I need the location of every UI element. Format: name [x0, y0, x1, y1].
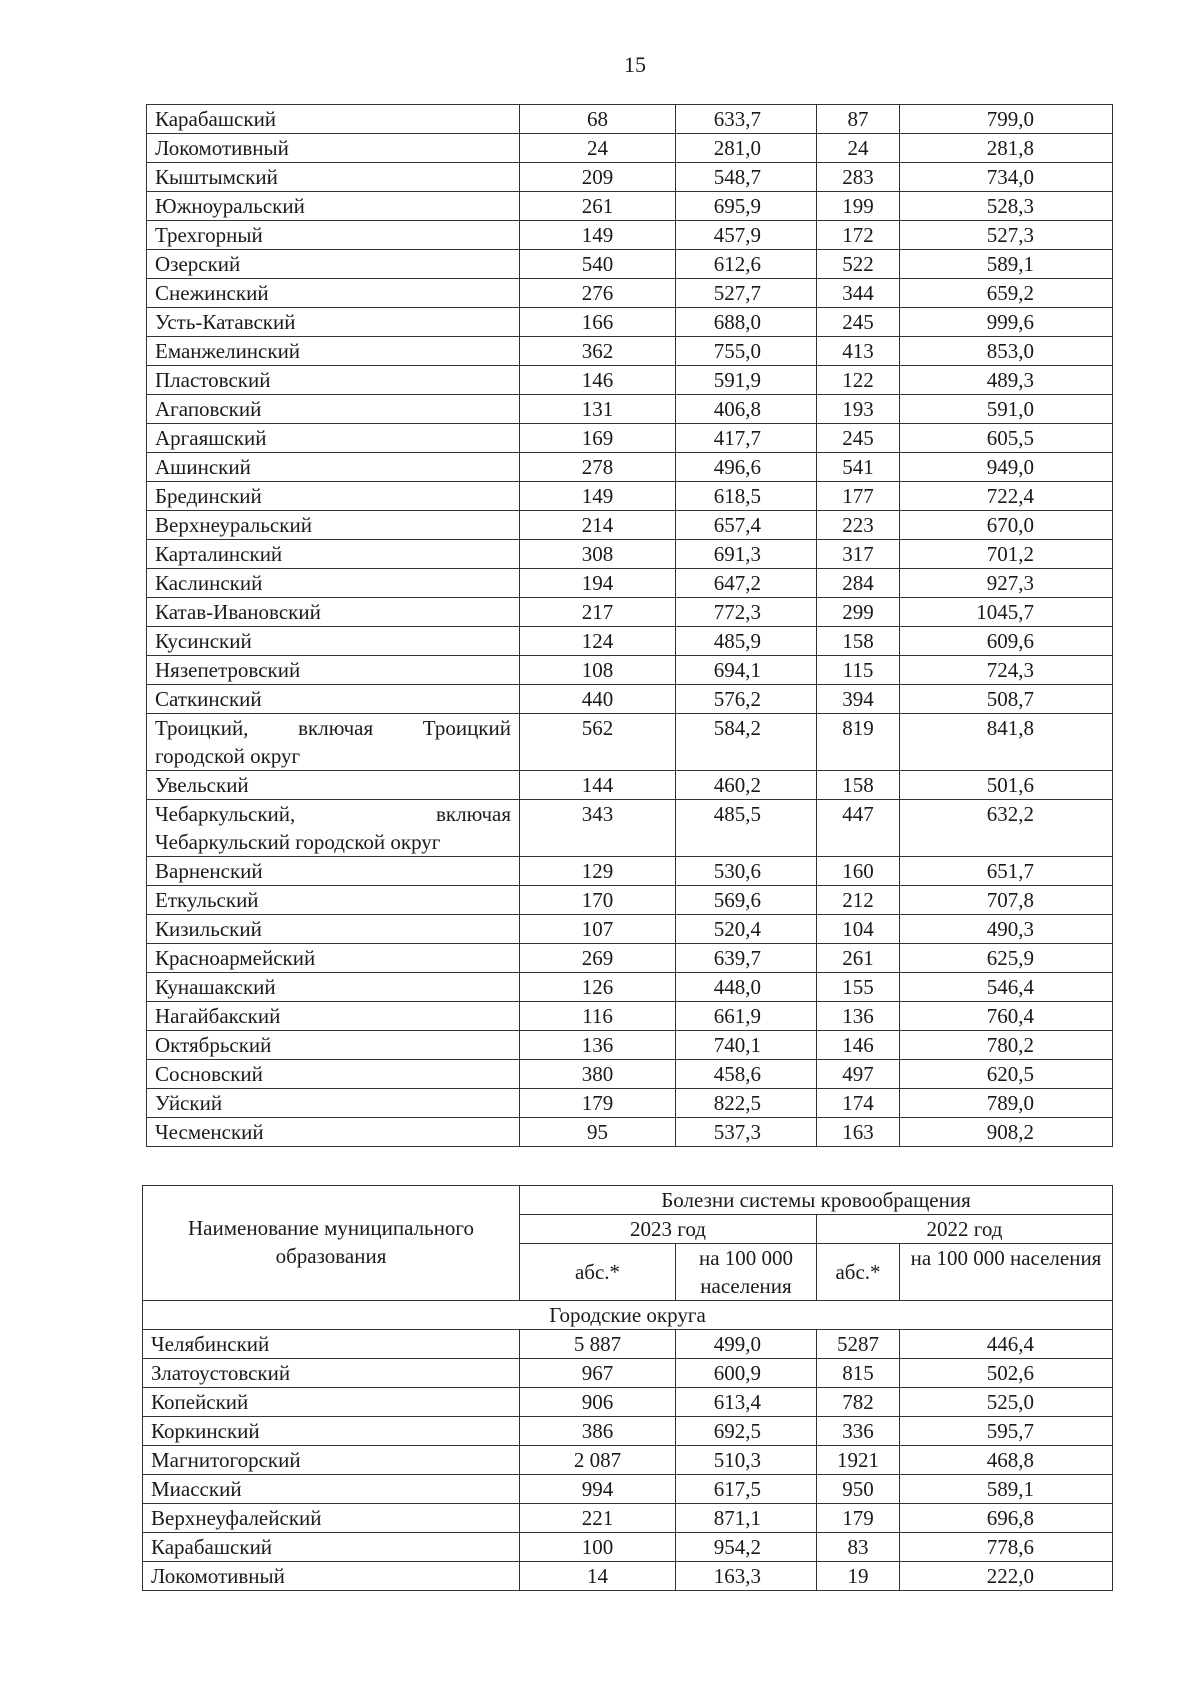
per100k-2023-cell: 485,5 [676, 800, 817, 857]
table-row [147, 192, 1113, 221]
table-row [147, 279, 1113, 308]
table-row [143, 1475, 1113, 1504]
abs-2022-cell: 283 [817, 163, 900, 192]
mortality-table-continued [146, 104, 1113, 1147]
municipality-cell: Каслинский [147, 569, 520, 598]
header-disease-group: Болезни системы кровообращения [520, 1186, 1113, 1215]
abs-2023-cell: 308 [520, 540, 676, 569]
per100k-2022-cell: 696,8 [900, 1504, 1113, 1533]
per100k-2022-cell: 490,3 [900, 915, 1113, 944]
per100k-2023-cell: 460,2 [676, 771, 817, 800]
municipality-cell: Кунашакский [147, 973, 520, 1002]
table-row [143, 1330, 1113, 1359]
municipality-cell: Кизильский [147, 915, 520, 944]
abs-2022-cell: 122 [817, 366, 900, 395]
per100k-2023-cell: 612,6 [676, 250, 817, 279]
per100k-2023-cell: 537,3 [676, 1118, 817, 1147]
table-row [147, 366, 1113, 395]
abs-2022-cell: 299 [817, 598, 900, 627]
abs-2023-cell: 562 [520, 714, 676, 771]
per100k-2022-cell: 1045,7 [900, 598, 1113, 627]
table-row [147, 857, 1113, 886]
table-row [147, 337, 1113, 366]
per100k-2022-cell: 502,6 [900, 1359, 1113, 1388]
header-row-group [143, 1186, 1113, 1215]
abs-2023-cell: 144 [520, 771, 676, 800]
per100k-2022-cell: 546,4 [900, 973, 1113, 1002]
header-per100k-2022: на 100 000 населения [900, 1244, 1113, 1301]
municipality-cell: Локомотивный [143, 1562, 520, 1591]
per100k-2023-cell: 617,5 [676, 1475, 817, 1504]
table-row [147, 1089, 1113, 1118]
abs-2022-cell: 179 [817, 1504, 900, 1533]
abs-2023-cell: 2 087 [520, 1446, 676, 1475]
abs-2022-cell: 1921 [817, 1446, 900, 1475]
municipality-cell: Пластовский [147, 366, 520, 395]
table-row [147, 656, 1113, 685]
municipality-cell: Карталинский [147, 540, 520, 569]
abs-2022-cell: 158 [817, 771, 900, 800]
abs-2022-cell: 782 [817, 1388, 900, 1417]
per100k-2023-cell: 406,8 [676, 395, 817, 424]
abs-2022-cell: 174 [817, 1089, 900, 1118]
per100k-2022-cell: 927,3 [900, 569, 1113, 598]
per100k-2023-cell: 661,9 [676, 1002, 817, 1031]
municipality-cell: Увельский [147, 771, 520, 800]
table-row [147, 973, 1113, 1002]
municipality-cell: Троицкий, включая Троицкий городской округ [147, 714, 520, 771]
municipality-cell: Озерский [147, 250, 520, 279]
section-row [143, 1301, 1113, 1330]
table-row [147, 424, 1113, 453]
abs-2023-cell: 221 [520, 1504, 676, 1533]
per100k-2023-cell: 633,7 [676, 105, 817, 134]
table-row [147, 1118, 1113, 1147]
table-row [147, 886, 1113, 915]
per100k-2023-cell: 281,0 [676, 134, 817, 163]
per100k-2023-cell: 600,9 [676, 1359, 817, 1388]
abs-2023-cell: 68 [520, 105, 676, 134]
abs-2022-cell: 19 [817, 1562, 900, 1591]
abs-2022-cell: 87 [817, 105, 900, 134]
abs-2022-cell: 413 [817, 337, 900, 366]
per100k-2023-cell: 822,5 [676, 1089, 817, 1118]
per100k-2022-cell: 222,0 [900, 1562, 1113, 1591]
per100k-2023-cell: 755,0 [676, 337, 817, 366]
abs-2022-cell: 155 [817, 973, 900, 1002]
table-row [147, 105, 1113, 134]
per100k-2023-cell: 740,1 [676, 1031, 817, 1060]
municipality-cell: Еткульский [147, 886, 520, 915]
municipality-cell: Агаповский [147, 395, 520, 424]
abs-2022-cell: 146 [817, 1031, 900, 1060]
table-row [147, 771, 1113, 800]
header-year-2023: 2023 год [520, 1215, 817, 1244]
per100k-2023-cell: 871,1 [676, 1504, 817, 1533]
abs-2023-cell: 906 [520, 1388, 676, 1417]
table-row [147, 1060, 1113, 1089]
abs-2022-cell: 177 [817, 482, 900, 511]
abs-2023-cell: 386 [520, 1417, 676, 1446]
header-per100k-2023: на 100 000 населения [676, 1244, 817, 1301]
per100k-2022-cell: 651,7 [900, 857, 1113, 886]
per100k-2022-cell: 589,1 [900, 1475, 1113, 1504]
abs-2022-cell: 5287 [817, 1330, 900, 1359]
table-row [147, 627, 1113, 656]
per100k-2023-cell: 647,2 [676, 569, 817, 598]
table-row [147, 1002, 1113, 1031]
per100k-2022-cell: 446,4 [900, 1330, 1113, 1359]
abs-2023-cell: 108 [520, 656, 676, 685]
abs-2022-cell: 158 [817, 627, 900, 656]
abs-2023-cell: 440 [520, 685, 676, 714]
per100k-2023-cell: 458,6 [676, 1060, 817, 1089]
abs-2022-cell: 497 [817, 1060, 900, 1089]
abs-2022-cell: 815 [817, 1359, 900, 1388]
abs-2022-cell: 245 [817, 308, 900, 337]
per100k-2022-cell: 632,2 [900, 800, 1113, 857]
municipality-cell: Магнитогорский [143, 1446, 520, 1475]
municipality-cell: Кыштымский [147, 163, 520, 192]
abs-2022-cell: 541 [817, 453, 900, 482]
per100k-2023-cell: 576,2 [676, 685, 817, 714]
abs-2022-cell: 245 [817, 424, 900, 453]
per100k-2022-cell: 281,8 [900, 134, 1113, 163]
abs-2022-cell: 447 [817, 800, 900, 857]
municipality-cell: Южноуральский [147, 192, 520, 221]
per100k-2022-cell: 489,3 [900, 366, 1113, 395]
per100k-2022-cell: 620,5 [900, 1060, 1113, 1089]
abs-2023-cell: 129 [520, 857, 676, 886]
table-row [143, 1417, 1113, 1446]
per100k-2023-cell: 527,7 [676, 279, 817, 308]
table-row [147, 540, 1113, 569]
abs-2023-cell: 14 [520, 1562, 676, 1591]
per100k-2022-cell: 778,6 [900, 1533, 1113, 1562]
per100k-2023-cell: 657,4 [676, 511, 817, 540]
header-abs-2023: абс.* [520, 1244, 676, 1301]
table-row [143, 1446, 1113, 1475]
table-row [147, 598, 1113, 627]
municipality-cell: Кусинский [147, 627, 520, 656]
municipality-cell: Челябинский [143, 1330, 520, 1359]
per100k-2022-cell: 853,0 [900, 337, 1113, 366]
per100k-2022-cell: 841,8 [900, 714, 1113, 771]
abs-2022-cell: 336 [817, 1417, 900, 1446]
abs-2023-cell: 124 [520, 627, 676, 656]
per100k-2022-cell: 780,2 [900, 1031, 1113, 1060]
municipality-cell: Миасский [143, 1475, 520, 1504]
abs-2023-cell: 214 [520, 511, 676, 540]
abs-2023-cell: 100 [520, 1533, 676, 1562]
abs-2022-cell: 172 [817, 221, 900, 250]
table-row [147, 453, 1113, 482]
per100k-2023-cell: 510,3 [676, 1446, 817, 1475]
municipality-cell: Ашинский [147, 453, 520, 482]
per100k-2023-cell: 496,6 [676, 453, 817, 482]
per100k-2022-cell: 527,3 [900, 221, 1113, 250]
municipality-cell: Брединский [147, 482, 520, 511]
per100k-2023-cell: 695,9 [676, 192, 817, 221]
table-row [147, 395, 1113, 424]
abs-2023-cell: 149 [520, 221, 676, 250]
per100k-2023-cell: 457,9 [676, 221, 817, 250]
header-municipality: Наименование муниципального образования [143, 1186, 520, 1301]
abs-2022-cell: 24 [817, 134, 900, 163]
municipality-cell: Златоустовский [143, 1359, 520, 1388]
per100k-2023-cell: 448,0 [676, 973, 817, 1002]
table-row [147, 163, 1113, 192]
table-row [143, 1533, 1113, 1562]
abs-2022-cell: 284 [817, 569, 900, 598]
municipality-cell: Октябрьский [147, 1031, 520, 1060]
abs-2022-cell: 317 [817, 540, 900, 569]
abs-2022-cell: 344 [817, 279, 900, 308]
table-row [147, 250, 1113, 279]
municipality-cell: Верхнеуральский [147, 511, 520, 540]
abs-2022-cell: 83 [817, 1533, 900, 1562]
per100k-2023-cell: 417,7 [676, 424, 817, 453]
page-number: 15 [624, 52, 646, 77]
per100k-2022-cell: 734,0 [900, 163, 1113, 192]
abs-2023-cell: 278 [520, 453, 676, 482]
table-row [147, 944, 1113, 973]
per100k-2023-cell: 520,4 [676, 915, 817, 944]
header-abs-2022: абс.* [817, 1244, 900, 1301]
municipality-cell: Варненский [147, 857, 520, 886]
per100k-2023-cell: 569,6 [676, 886, 817, 915]
per100k-2022-cell: 799,0 [900, 105, 1113, 134]
per100k-2022-cell: 528,3 [900, 192, 1113, 221]
abs-2023-cell: 994 [520, 1475, 676, 1504]
per100k-2022-cell: 724,3 [900, 656, 1113, 685]
per100k-2023-cell: 163,3 [676, 1562, 817, 1591]
municipality-cell: Аргаяшский [147, 424, 520, 453]
table-row [147, 134, 1113, 163]
per100k-2022-cell: 789,0 [900, 1089, 1113, 1118]
per100k-2022-cell: 501,6 [900, 771, 1113, 800]
per100k-2022-cell: 605,5 [900, 424, 1113, 453]
per100k-2023-cell: 954,2 [676, 1533, 817, 1562]
per100k-2022-cell: 609,6 [900, 627, 1113, 656]
abs-2023-cell: 136 [520, 1031, 676, 1060]
municipality-cell: Еманжелинский [147, 337, 520, 366]
municipality-cell: Локомотивный [147, 134, 520, 163]
per100k-2022-cell: 707,8 [900, 886, 1113, 915]
municipality-cell: Уйский [147, 1089, 520, 1118]
municipality-cell: Усть-Катавский [147, 308, 520, 337]
municipality-cell: Трехгорный [147, 221, 520, 250]
per100k-2023-cell: 639,7 [676, 944, 817, 973]
table-row [147, 714, 1113, 771]
per100k-2022-cell: 701,2 [900, 540, 1113, 569]
abs-2023-cell: 269 [520, 944, 676, 973]
table-row [143, 1359, 1113, 1388]
per100k-2022-cell: 589,1 [900, 250, 1113, 279]
abs-2023-cell: 146 [520, 366, 676, 395]
abs-2023-cell: 179 [520, 1089, 676, 1118]
abs-2022-cell: 163 [817, 1118, 900, 1147]
municipality-cell: Нязепетровский [147, 656, 520, 685]
per100k-2023-cell: 613,4 [676, 1388, 817, 1417]
abs-2023-cell: 540 [520, 250, 676, 279]
abs-2023-cell: 380 [520, 1060, 676, 1089]
table-row [147, 511, 1113, 540]
abs-2022-cell: 199 [817, 192, 900, 221]
abs-2023-cell: 131 [520, 395, 676, 424]
abs-2023-cell: 126 [520, 973, 676, 1002]
abs-2023-cell: 276 [520, 279, 676, 308]
abs-2023-cell: 116 [520, 1002, 676, 1031]
municipality-cell: Снежинский [147, 279, 520, 308]
abs-2022-cell: 261 [817, 944, 900, 973]
municipality-cell: Красноармейский [147, 944, 520, 973]
abs-2023-cell: 967 [520, 1359, 676, 1388]
abs-2023-cell: 362 [520, 337, 676, 366]
header-year-2022: 2022 год [817, 1215, 1113, 1244]
municipality-cell: Катав-Ивановский [147, 598, 520, 627]
abs-2022-cell: 950 [817, 1475, 900, 1504]
municipality-cell: Карабашский [147, 105, 520, 134]
circulatory-diseases-table [142, 1185, 1113, 1591]
table-row [147, 800, 1113, 857]
per100k-2022-cell: 908,2 [900, 1118, 1113, 1147]
per100k-2022-cell: 508,7 [900, 685, 1113, 714]
abs-2022-cell: 104 [817, 915, 900, 944]
abs-2022-cell: 394 [817, 685, 900, 714]
municipality-cell: Карабашский [143, 1533, 520, 1562]
table-row [147, 569, 1113, 598]
per100k-2023-cell: 499,0 [676, 1330, 817, 1359]
municipality-cell: Сосновский [147, 1060, 520, 1089]
abs-2023-cell: 194 [520, 569, 676, 598]
per100k-2022-cell: 659,2 [900, 279, 1113, 308]
municipality-cell: Нагайбакский [147, 1002, 520, 1031]
abs-2023-cell: 169 [520, 424, 676, 453]
per100k-2022-cell: 595,7 [900, 1417, 1113, 1446]
abs-2022-cell: 115 [817, 656, 900, 685]
abs-2022-cell: 819 [817, 714, 900, 771]
abs-2023-cell: 217 [520, 598, 676, 627]
abs-2023-cell: 261 [520, 192, 676, 221]
table-row [147, 915, 1113, 944]
per100k-2022-cell: 625,9 [900, 944, 1113, 973]
per100k-2023-cell: 548,7 [676, 163, 817, 192]
per100k-2023-cell: 772,3 [676, 598, 817, 627]
table-row [143, 1504, 1113, 1533]
table-row [147, 1031, 1113, 1060]
table-row [147, 221, 1113, 250]
per100k-2023-cell: 694,1 [676, 656, 817, 685]
per100k-2023-cell: 584,2 [676, 714, 817, 771]
table-row [143, 1388, 1113, 1417]
abs-2023-cell: 170 [520, 886, 676, 915]
per100k-2022-cell: 949,0 [900, 453, 1113, 482]
abs-2022-cell: 212 [817, 886, 900, 915]
per100k-2023-cell: 692,5 [676, 1417, 817, 1446]
table-row [147, 308, 1113, 337]
per100k-2022-cell: 525,0 [900, 1388, 1113, 1417]
abs-2022-cell: 193 [817, 395, 900, 424]
abs-2023-cell: 343 [520, 800, 676, 857]
per100k-2022-cell: 760,4 [900, 1002, 1113, 1031]
table-row [147, 482, 1113, 511]
abs-2023-cell: 166 [520, 308, 676, 337]
municipality-cell: Копейский [143, 1388, 520, 1417]
section-label: Городские округа [143, 1301, 1113, 1330]
municipality-cell: Верхнеуфалейский [143, 1504, 520, 1533]
per100k-2023-cell: 688,0 [676, 308, 817, 337]
per100k-2023-cell: 530,6 [676, 857, 817, 886]
abs-2023-cell: 209 [520, 163, 676, 192]
per100k-2023-cell: 485,9 [676, 627, 817, 656]
per100k-2023-cell: 691,3 [676, 540, 817, 569]
abs-2023-cell: 95 [520, 1118, 676, 1147]
abs-2022-cell: 136 [817, 1002, 900, 1031]
per100k-2022-cell: 591,0 [900, 395, 1113, 424]
abs-2023-cell: 107 [520, 915, 676, 944]
per100k-2022-cell: 670,0 [900, 511, 1113, 540]
abs-2023-cell: 149 [520, 482, 676, 511]
per100k-2022-cell: 999,6 [900, 308, 1113, 337]
abs-2023-cell: 24 [520, 134, 676, 163]
per100k-2022-cell: 468,8 [900, 1446, 1113, 1475]
table-row [143, 1562, 1113, 1591]
municipality-cell: Чебаркульский, включая Чебаркульский городской округ [147, 800, 520, 857]
per100k-2022-cell: 722,4 [900, 482, 1113, 511]
per100k-2023-cell: 618,5 [676, 482, 817, 511]
table-row [147, 685, 1113, 714]
municipality-cell: Саткинский [147, 685, 520, 714]
per100k-2023-cell: 591,9 [676, 366, 817, 395]
abs-2023-cell: 5 887 [520, 1330, 676, 1359]
municipality-cell: Чесменский [147, 1118, 520, 1147]
municipality-cell: Коркинский [143, 1417, 520, 1446]
abs-2022-cell: 160 [817, 857, 900, 886]
abs-2022-cell: 223 [817, 511, 900, 540]
abs-2022-cell: 522 [817, 250, 900, 279]
